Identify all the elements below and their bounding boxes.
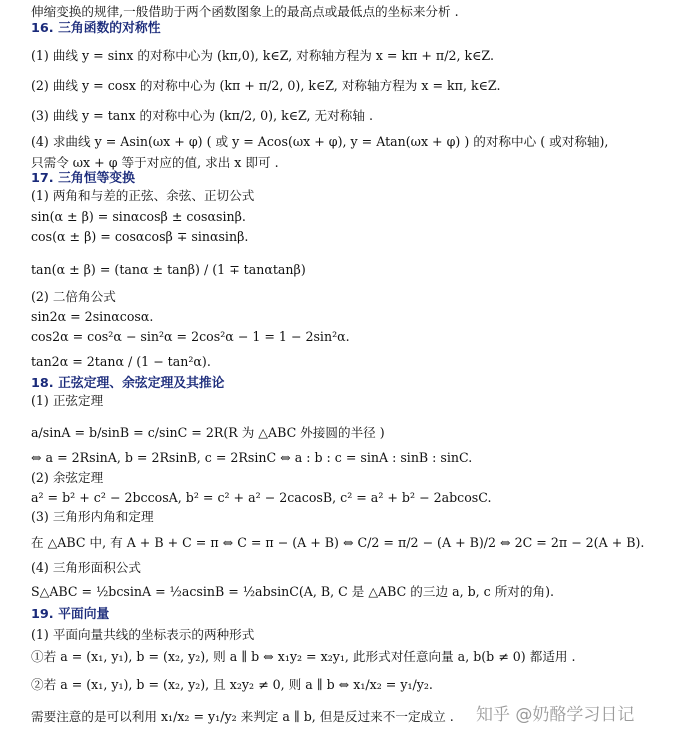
text-line: 伸缩变换的规律,一般借助于两个函数图象上的最高点或最低点的坐标来分析 . bbox=[31, 4, 459, 19]
section-heading: 18. 正弦定理、余弦定理及其推论 bbox=[31, 376, 225, 391]
text-line: (1) 曲线 y = sinx 的对称中心为 (kπ,0), k∈Z, 对称轴方程为 x = kπ + π/2, k∈Z. bbox=[31, 48, 494, 63]
formula-line: tan(α ± β) = (tanα ± tanβ) / (1 ∓ tanαtanβ) bbox=[31, 262, 306, 277]
formula-line: sin2α = 2sinαcosα. bbox=[31, 309, 154, 324]
text-line: (1) 平面向量共线的坐标表示的两种形式 bbox=[31, 627, 255, 642]
formula-line: cos2α = cos²α − sin²α = 2cos²α − 1 = 1 − 2sin²α. bbox=[31, 329, 350, 344]
watermark: 知乎 @奶酪学习日记 bbox=[476, 705, 635, 725]
text-line: (2) 余弦定理 bbox=[31, 470, 104, 485]
formula-line: tan2α = 2tanα / (1 − tan²α). bbox=[31, 354, 211, 369]
text-line: (3) 三角形内角和定理 bbox=[31, 509, 154, 524]
text-line: 只需令 ωx + φ 等于对应的值, 求出 x 即可 . bbox=[31, 155, 279, 170]
text-line: (2) 二倍角公式 bbox=[31, 289, 116, 304]
formula-line: sin(α ± β) = sinαcosβ ± cosαsinβ. bbox=[31, 209, 246, 224]
formula-line: ⇔ a = 2RsinA, b = 2RsinB, c = 2RsinC ⇔ a : b : c = sinA : sinB : sinC. bbox=[31, 450, 473, 465]
formula-line: a/sinA = b/sinB = c/sinC = 2R(R 为 △ABC 外接圆的半径 ) bbox=[31, 425, 385, 440]
text-line: (4) 三角形面积公式 bbox=[31, 560, 141, 575]
text-line: (1) 两角和与差的正弦、余弦、正切公式 bbox=[31, 188, 255, 203]
formula-line: ①若 a = (x₁, y₁), b = (x₂, y₂), 则 a ∥ b ⇔ x₁y₂ = x₂y₁, 此形式对任意向量 a, b(b ≠ 0) 都适用 . bbox=[31, 649, 576, 664]
formula-line: 需要注意的是可以利用 x₁/x₂ = y₁/y₂ 来判定 a ∥ b, 但是反过来不一定成立 . bbox=[31, 709, 454, 724]
text-line: (3) 曲线 y = tanx 的对称中心为 (kπ/2, 0), k∈Z, 无对称轴 . bbox=[31, 108, 373, 123]
text-line: (2) 曲线 y = cosx 的对称中心为 (kπ + π/2, 0), k∈Z, 对称轴方程为 x = kπ, k∈Z. bbox=[31, 78, 501, 93]
section-heading: 17. 三角恒等变换 bbox=[31, 171, 135, 186]
formula-line: S△ABC = ½bcsinA = ½acsinB = ½absinC(A, B, C 是 △ABC 的三边 a, b, c 所对的角). bbox=[31, 584, 554, 599]
formula-line: ②若 a = (x₁, y₁), b = (x₂, y₂), 且 x₂y₂ ≠ 0, 则 a ∥ b ⇔ x₁/x₂ = y₁/y₂. bbox=[31, 677, 433, 692]
formula-line: cos(α ± β) = cosαcosβ ∓ sinαsinβ. bbox=[31, 229, 249, 244]
text-line: (4) 求曲线 y = Asin(ωx + φ) ( 或 y = Acos(ωx + φ), y = Atan(ωx + φ) ) 的对称中心 ( 或对称轴), bbox=[31, 134, 609, 149]
section-heading: 19. 平面向量 bbox=[31, 607, 110, 622]
formula-line: 在 △ABC 中, 有 A + B + C = π ⇔ C = π − (A + B) ⇔ C/2 = π/2 − (A + B)/2 ⇔ 2C = 2π − 2(A + B). bbox=[31, 535, 645, 550]
formula-line: a² = b² + c² − 2bccosA, b² = c² + a² − 2cacosB, c² = a² + b² − 2abcosC. bbox=[31, 490, 492, 505]
text-line: (1) 正弦定理 bbox=[31, 393, 104, 408]
section-heading: 16. 三角函数的对称性 bbox=[31, 21, 161, 36]
